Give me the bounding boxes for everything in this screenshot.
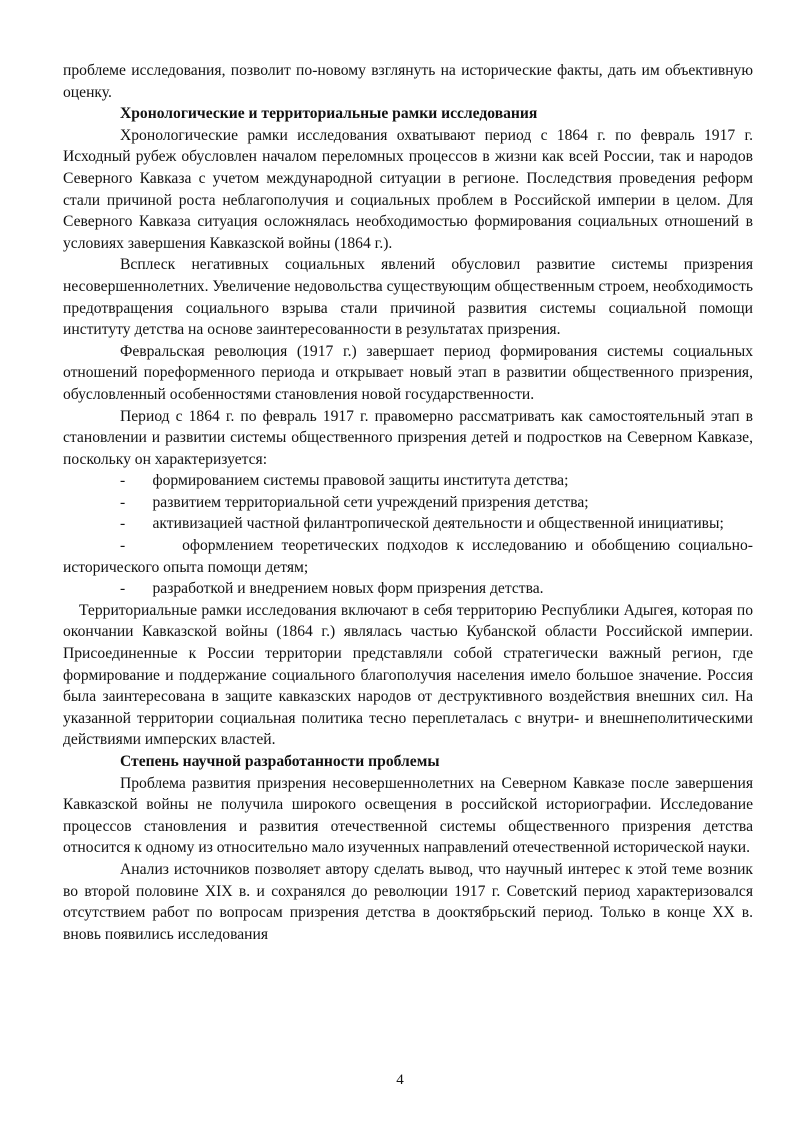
document-page — [63, 60, 753, 945]
list-item-text: разработкой и внедрением новых форм призрения детства. — [152, 580, 544, 598]
list-item-text: активизацией частной филантропической деятельности и общественной инициативы; — [152, 515, 724, 533]
list-dash: - — [120, 493, 126, 511]
list-dash: - — [120, 515, 126, 533]
page-number: 4 — [396, 1072, 404, 1088]
list-item-text: развитием территориальной сети учреждений призрения детства; — [152, 493, 589, 511]
paragraph-february-revolution: Февральская революция (1917 г.) завершает период формирования системы социальных отношений пореформенного периода и открывает новый этап в развитии общественного призрения, обусловленный особенностями становления новой государственности. — [63, 342, 753, 403]
paragraph-research-problem: Проблема развития призрения несовершеннолетних на Северном Кавказе после завершения Кавказской войны не получила широкого освещения в российской историографии. Исследование процессов становления и развития отечественной системы общественного призрения детства относится к одному из относительно мало изученных направлений отечественной исторической науки. — [63, 774, 753, 857]
list-item-text: формированием системы правовой защиты института детства; — [152, 472, 569, 490]
paragraph-period: Период с 1864 г. по февраль 1917 г. правомерно рассматривать как самостоятельный этап в становлении и развитии системы общественного призрения детей и подростков на Северном Кавказе, поскольку он характеризуется: — [63, 407, 753, 468]
list-item — [63, 535, 753, 578]
list-dash: - — [120, 537, 126, 555]
paragraph-chronology: Хронологические рамки исследования охватывают период с 1864 г. по февраль 1917 г. Исходный рубеж обусловлен началом переломных процессов в жизни как всей России, так и народов Северного Кавказа с учетом международной ситуации в регионе. Последствия проведения реформ стали причиной роста неблагополучия и социальных проблем в Российской империи в целом. Для Северного Кавказа ситуация осложнялась необходимостью формирования социальных отношений в условиях завершения Кавказской войны (1864 г.). — [63, 126, 753, 252]
paragraph-territorial-scope: Территориальные рамки исследования включают в себя территорию Республики Адыгея, которая по окончании Кавказской войны (1864 г.) являлась частью Кубанской области Российской империи. Присоединенные к России территории представляли собой стратегически важный регион, где формирование и поддержание социального благополучия населения имело большое значение. Россия была заинтересована в защите кавказских народов от деструктивного воздействия внешних сил. На указанной территории социальная политика тесно переплеталась с внутри- и внешнеполитическими действиями имперских властей. — [63, 601, 753, 749]
list-item — [63, 470, 753, 492]
paragraph-social-phenomena: Всплеск негативных социальных явлений обусловил развитие системы призрения несовершеннолетних. Увеличение недовольства существующим общественным строем, необходимость предотвращения социального взрыва стали причиной развития системы социальной помощи институту детства на основе заинтересованности в результатах призрения. — [63, 256, 753, 339]
section-heading-research-degree: Степень научной разработанности проблемы — [120, 753, 440, 770]
list-dash: - — [120, 472, 126, 490]
paragraph-continuation: проблеме исследования, позволит по-новому взглянуть на исторические факты, дать им объективную оценку. — [63, 62, 753, 101]
section-heading-chronology: Хронологические и территориальные рамки исследования — [120, 105, 538, 123]
list-item — [63, 513, 753, 535]
list-dash: - — [120, 580, 126, 598]
list-item-text: оформлением теоретических подходов к исследованию и обобщению социально-исторического опыта помощи детям; — [63, 537, 753, 576]
paragraph-source-analysis: Анализ источников позволяет автору сделать вывод, что научный интерес к этой теме возник во второй половине XIX в. и сохранялся до революции 1917 г. Советский период характеризовался отсутствием работ по вопросам призрения детства в дооктябрьский период. Только в конце XX в. вновь появились исследования — [63, 860, 753, 943]
list-item — [63, 578, 753, 600]
list-item — [63, 492, 753, 514]
